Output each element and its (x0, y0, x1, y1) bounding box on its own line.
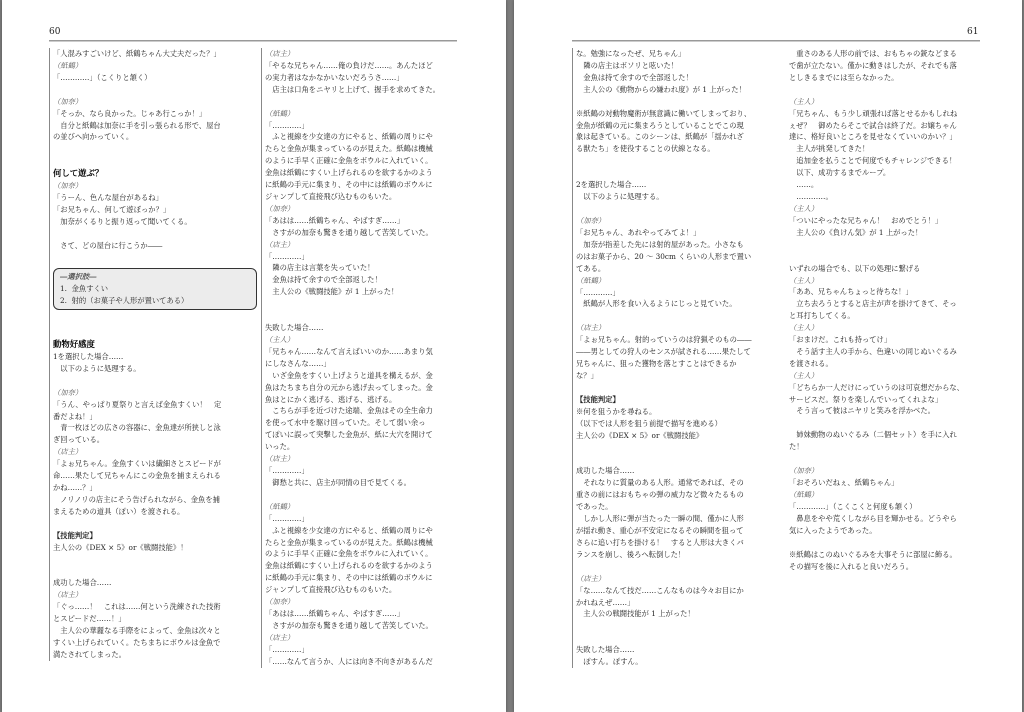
text-line: に紙鶴の手元に集まり、その中には紙鶴のボウルに (265, 573, 433, 583)
right-page-column-1 (572, 48, 778, 668)
text-line: 失敗した場合…… (265, 323, 324, 333)
text-line: 1を選択した場合…… (53, 351, 124, 361)
text-line: さて、どの屋台に行こうか―― (53, 240, 163, 250)
text-line: ぽすん。ぽすん。 (576, 657, 643, 667)
text-line: 命……果たして兄ちゃんにこの金魚を捕まえられる (53, 471, 221, 481)
text-line: ランスを崩し、後ろへ転倒した！ (576, 549, 686, 559)
text-line: な。勉強になったぜ、兄ちゃん」 (576, 49, 686, 58)
blank-line (53, 252, 249, 264)
text-line: いざ金魚をすくい上げようと道具を構えるが、金 (265, 370, 433, 380)
blank-line (576, 96, 778, 108)
text-line: 「兄ちゃん、もう少し頑張れば落とせるかもしれね (789, 108, 958, 118)
blank-line (265, 489, 461, 501)
blank-line (265, 310, 461, 322)
blank-line (53, 326, 249, 338)
text-line: 「あはは……紙鶴ちゃん、やばすぎ……」 (265, 215, 405, 225)
text-line: 店主は口角をニヤリと上げて、握手を求めてきた。 (265, 84, 440, 94)
blank-line (576, 167, 778, 179)
text-line: に紙鶴の手元に集まり、その中には紙鶴のボウルに (265, 180, 433, 190)
text-line: （以下では人形を狙う前提で描写を進める） (576, 418, 722, 428)
choice-option: 2. 射的（お菓子や人形が置いてある） (60, 295, 189, 305)
text-line: こちらが手を近づけた途端、金魚はその全生命力 (265, 406, 433, 416)
speaker-label: （加奈） (265, 597, 295, 607)
text-line: 満たされてしまった。 (53, 649, 126, 659)
text-line: てぽいに誤って突撃した金魚が、紙に大穴を開けて (265, 430, 433, 440)
text-line: ※紙鶴の対動物魔術が無意識に働いてしまっており、 (576, 108, 752, 118)
text-line: 達に、格好良いところを見せなくていいのかい？」 (789, 132, 957, 142)
speaker-label: （店主） (265, 454, 295, 464)
text-line: ふと視線を少女達の方にやると、紙鶴の周りにや (265, 525, 433, 535)
text-line: 「うん、やっぱり夏祭りと言えば金魚すくい！ 定 (53, 399, 222, 409)
text-line: 重さのある人形の前では、おもちゃの銃などまる (789, 49, 957, 58)
text-line: 象は起きている。このシーンは、紙鶴が「揺かれざ (576, 132, 744, 142)
text-line: 金魚は紙鶴にすくい上げられるのを欲するかのよう (265, 168, 433, 178)
text-line: 「うーん、色んな屋台があるね」 (53, 193, 163, 203)
text-line: で歯が立たない。僅かに動きはしたが、それでも落 (789, 60, 957, 70)
blank-line (789, 84, 984, 96)
choice-option: 1. 金魚すくい (60, 283, 109, 293)
speaker-label: （加奈） (265, 203, 295, 213)
text-line: ※何を狙うかを尋ねる。 (576, 406, 657, 416)
text-line: 「お兄ちゃん、何して遊ぼっか？」 (53, 205, 171, 215)
text-line: 主人公の《DEX × 5》or《戦闘技能》 (576, 430, 704, 440)
page-number: 60 (49, 27, 61, 37)
speaker-label: （加奈） (53, 387, 83, 397)
text-line: ぇぜ？ 御めたらそこで試合は終了だ。お嬢ちゃん (789, 120, 957, 130)
text-line: 失敗した場合…… (576, 645, 635, 655)
text-line: ジャンプして直接飛び込むものもいた。 (265, 191, 397, 201)
text-line: 主人公の戦闘技能が 1 上がった！ (576, 609, 695, 619)
text-line: 番だよね！」 (53, 411, 97, 421)
text-line: 兄ちゃんに、狙った獲物を落とすことはできるか (576, 359, 737, 369)
text-line: と耳打ちしてくる。 (789, 311, 855, 321)
blank-line (789, 417, 984, 429)
text-line: ふと視線を少女達の方にやると、紙鶴の周りにや (265, 132, 433, 142)
text-line: 金魚は持て余すので全部返した！ (265, 275, 382, 285)
speaker-label: （店主） (265, 239, 295, 249)
text-line: 「ぐっ……！ これは……何という洗練された技術 (53, 602, 221, 612)
text-line: …………。 (789, 191, 833, 201)
text-line: としきるまでには至らなかった。 (789, 72, 899, 82)
speaker-label: （店主） (53, 447, 83, 457)
section-heading: 何して遊ぶ？ (53, 168, 104, 179)
text-line: 御愁と共に、店主が同情の目で見てくる。 (265, 477, 411, 487)
text-line: 青一枚ほどの広さの容器に、金魚達が所狭しと泳 (53, 423, 221, 433)
section-heading: 動物好感度 (53, 338, 95, 349)
blank-line (53, 143, 249, 155)
text-line: 「やるな兄ちゃん……俺の負けだ……。あんたほど (265, 60, 433, 70)
page-number: 61 (967, 27, 979, 37)
text-line: 「おまけだ。これも持ってけ」 (789, 335, 892, 345)
text-line: 【技能判定】 (576, 394, 620, 404)
text-line: 主人公の《戦闘技能》が 1 上がった！ (265, 287, 399, 297)
text-line: 「おそろいだねぇ、紙鶴ちゃん」 (789, 478, 899, 488)
blank-line (53, 553, 249, 565)
left-page-column-1 (49, 48, 249, 661)
text-line: ぎ回っている。 (53, 435, 105, 445)
speaker-label: （主人） (789, 203, 819, 213)
text-line: た！ (789, 442, 804, 452)
text-line: 「あはは……紙鶴ちゃん、やばすぎ……」 (265, 608, 405, 618)
blank-line (576, 561, 778, 573)
blank-line (576, 203, 778, 215)
speaker-label: （紙鶴） (265, 108, 295, 118)
speaker-label: （加奈） (576, 216, 606, 226)
speaker-label: （主人） (789, 370, 819, 380)
speaker-label: （主人） (789, 275, 819, 285)
blank-line (576, 310, 778, 322)
blank-line (53, 518, 249, 530)
text-line: 「…………」 (265, 120, 309, 130)
blank-line (789, 251, 984, 263)
text-line: それなりに質量のある人形。通常であれば、その (576, 478, 744, 488)
text-line: の実力者はなかなかいないだろうさ……」 (265, 72, 404, 82)
text-line: のように手早く正確に金魚をボウルに入れていく。 (265, 549, 433, 559)
blank-line (789, 537, 984, 549)
text-line: 「兄ちゃん……なんて言えばいいのか……あまり気 (265, 346, 433, 356)
text-line: 「な……なんて技だ……こんなものは今々お目にか (576, 585, 744, 595)
text-line: さらに追い打ちを掛ける！ すると人形は大きくバ (576, 537, 744, 547)
text-line: 以下、成功するまでループ。 (789, 168, 891, 178)
blank-line (576, 620, 778, 632)
choice-box-title: ―選択肢― (60, 271, 97, 281)
text-line: 姉妹動物のぬいぐるみ（二個セット）を手に入れ (789, 430, 957, 440)
text-line: 自分と紙鶴は加奈に手を引っ張られる形で、屋台 (53, 120, 221, 130)
text-line: を渡される。 (789, 358, 833, 368)
text-line: 「お兄ちゃん、あれやってみてよ！」 (576, 227, 701, 237)
blank-line (576, 632, 778, 644)
text-line: 「…………」 (265, 251, 309, 261)
speaker-label: （加奈） (789, 466, 819, 476)
choice-box (53, 268, 257, 310)
text-line: のはお菓子から、20 〜 30cm くらいの人形まで置い (576, 251, 752, 261)
blank-line (53, 228, 249, 240)
text-line: 2を選択した場合…… (576, 180, 647, 190)
blank-line (576, 453, 778, 465)
text-line: とスピードだ……！」 (53, 614, 126, 624)
text-line: ――男としての狩人のセンスが試される……果たして (576, 347, 751, 357)
left-page-column-2 (261, 48, 461, 668)
text-line: 成功した場合…… (53, 578, 112, 588)
text-line: 魚はたちまち自分の元から逃げ去ってしまった。金 (265, 382, 433, 392)
text-line: な？」 (576, 370, 598, 380)
text-line: のように手早く正確に金魚をボウルに入れていく。 (265, 156, 433, 166)
text-line: その描写を後に入れると良いだろう。 (789, 561, 914, 571)
text-line: 「人混みすごいけど、紙鶴ちゃん大丈夫だった？」 (53, 49, 221, 58)
blank-line (53, 155, 249, 167)
blank-line (265, 96, 461, 108)
text-line: しかし人形に弾が当たった一瞬の間、僅かに人形 (576, 514, 744, 524)
text-line: 加奈がくるりと振り返って聞いてくる。 (53, 217, 192, 227)
header-rule (572, 40, 980, 42)
text-line: 「ついにやったな兄ちゃん！ おめでとう！」 (789, 215, 943, 225)
text-line: 「よぉ兄ちゃん。金魚すくいは繊細さとスピードが (53, 459, 221, 469)
header-rule (49, 40, 457, 42)
text-line: 「…………」 (265, 466, 309, 475)
speaker-label: （紙鶴） (576, 275, 606, 285)
speaker-label: （店主） (265, 49, 295, 58)
text-line: る獣たち」を使役することの伏線となる。 (576, 144, 715, 154)
text-line: であった。 (576, 502, 613, 512)
text-line: 「…………」（こくこくと何度も頷く） (789, 501, 917, 511)
text-line: ジャンプして直接飛び込むものもいた。 (265, 585, 397, 595)
text-line: すくい上げられていく。たちまちにボウルは金魚で (53, 638, 221, 647)
text-line: 鼻息をやや荒くしながら目を輝かせる。どうやら (789, 513, 957, 523)
text-line: 「どちらか一人だけにっていうのは可哀想だからな、 (789, 382, 964, 392)
blank-line (53, 565, 249, 577)
text-line: 主人公の《負けん気》が 1 上がった！ (789, 227, 923, 237)
text-line: 立ち去ろうとすると店主が声を掛けてきて、そっ (789, 299, 957, 309)
blank-line (789, 239, 984, 251)
blank-line (53, 84, 249, 96)
speaker-label: （主人） (789, 96, 819, 106)
text-line: かね……？」 (53, 482, 97, 492)
text-line: 「…………」 (576, 287, 620, 297)
text-line: 加奈が指差した先には射的屋があった。小さなも (576, 239, 744, 249)
text-line: 以下のように処理する。 (576, 192, 664, 202)
text-line: 隣の店主はボソリと呟いた！ (576, 60, 679, 70)
text-line: まえるための道具（ぽい）を渡される。 (53, 506, 185, 516)
text-line: 隣の店主は言葉を失っていた！ (265, 263, 375, 273)
text-line: ……。 (789, 180, 819, 190)
right-page (514, 0, 1022, 712)
text-line: いった。 (265, 442, 295, 452)
speaker-label: （店主） (576, 573, 606, 583)
blank-line (53, 314, 249, 326)
text-line: サービスだ。祭りを楽しんでいってくれよな」 (789, 394, 943, 404)
text-line: 成功した場合…… (576, 466, 635, 476)
speaker-label: （加奈） (53, 181, 83, 191)
speaker-label: （紙鶴） (789, 490, 819, 499)
text-line: が揺れ動き、重心が不安定になるその瞬間を狙って (576, 526, 744, 535)
blank-line (789, 453, 984, 465)
text-line: そう言って彼はニヤリと笑みを浮かべた。 (789, 406, 935, 416)
text-line: 「…………」 (265, 513, 309, 523)
text-line: 「そっか、なら良かった。じゃあ行こっか！」 (53, 108, 207, 118)
text-line: 金魚は紙鶴にすくい上げられるのを欲するかのよう (265, 561, 433, 571)
blank-line (53, 375, 249, 387)
speaker-label: （主人） (265, 335, 295, 345)
text-line: ノリノリの店主にそう告げられながら、金魚を捕 (53, 494, 220, 504)
text-line: 主人公の《DEX × 5》or《戦闘技能》！ (53, 542, 188, 552)
text-line: たらと金魚が集まっているのが見えた。紙鶴は機械 (265, 144, 433, 154)
speaker-label: （店主） (265, 632, 295, 642)
speaker-label: （紙鶴） (265, 501, 295, 511)
text-line: 気に入ったようであった。 (789, 525, 877, 535)
left-page (2, 0, 506, 712)
speaker-label: （主人） (789, 323, 819, 333)
text-line: ※紙鶴はこのぬいぐるみを大事そうに部屋に飾る。 (789, 549, 957, 559)
text-line: 金魚は持て余すので全部返した！ (576, 72, 693, 82)
blank-line (576, 382, 778, 394)
text-line: さすがの加奈も驚きを通り越して苦笑していた。 (265, 620, 433, 630)
text-line: いずれの場合でも、以下の処理に繋げる (789, 263, 921, 273)
speaker-label: （加奈） (53, 96, 83, 106)
text-line: 金魚が紙鶴の元に集まろうとしていることでこの現 (576, 120, 744, 130)
blank-line (265, 298, 461, 310)
text-line: 魚はとにかく逃げる、逃げる、逃げる。 (265, 394, 397, 404)
speaker-label: （紙鶴） (53, 60, 83, 70)
text-line: 以下のように処理する。 (53, 363, 141, 373)
blank-line (576, 441, 778, 453)
speaker-label: （店主） (576, 323, 606, 333)
text-line: 「よぉ兄ちゃん。射的っていうのは狩猟そのもの―― (576, 335, 752, 345)
text-line: てある。 (576, 263, 606, 273)
text-line: を使って水中を駆け回っていた。そして弱い余っ (265, 418, 426, 428)
text-line: たらと金魚が集まっているのが見えた。紙鶴は機械 (265, 537, 433, 547)
text-line: 【技能判定】 (53, 530, 97, 540)
text-line: 主人が挑発してきた！ (789, 144, 870, 154)
text-line: にしなさんな……」 (265, 358, 331, 368)
text-line: そう話す主人の手から、色違いの同じぬいぐるみ (789, 346, 957, 356)
right-page-column-2 (789, 48, 984, 572)
text-line: 「…………」 (265, 644, 309, 654)
text-line: 「…………」（こくりと頷く） (53, 72, 152, 82)
text-line: 「……なんて言うか、人には向き不向きがあるんだ (265, 656, 433, 666)
text-line: 重さの前にはおもちゃの弾の威力など微々たるもの (576, 490, 744, 500)
text-line: 「ああ、兄ちゃんちょっと待ちな！」 (789, 287, 913, 297)
text-line: 主人公の《動物からの嫌われ度》が 1 上がった！ (576, 84, 746, 94)
text-line: の並びへ向かっていく。 (53, 132, 134, 142)
text-line: 主人公の華麗なる手際をによって、金魚は次々と (53, 626, 221, 636)
text-line: かれねえぜ……」 (576, 597, 635, 607)
text-line: 紙鶴が人形を食い入るようにじっと見ていた。 (576, 299, 737, 309)
text-line: 追加金を払うことで何度でもチャレンジできる！ (789, 156, 957, 166)
speaker-label: （店主） (53, 590, 83, 600)
text-line: さすがの加奈も驚きを通り越して苦笑していた。 (265, 227, 433, 237)
blank-line (576, 155, 778, 167)
